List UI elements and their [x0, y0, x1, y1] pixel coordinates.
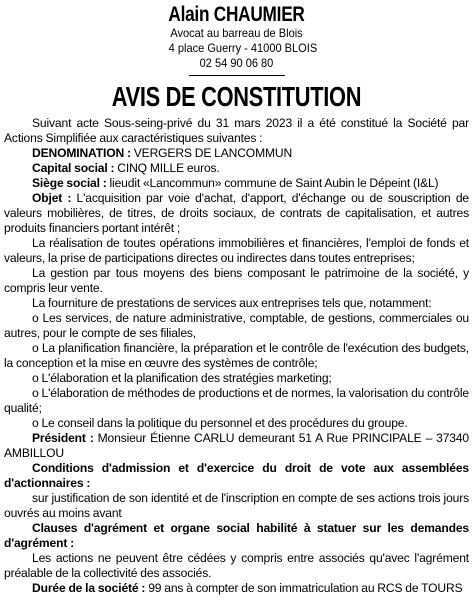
president-line: Président : Monsieur Étienne CARLU demeurant 51 A Rue PRINCIPALE – 37340 AMBILLOU — [4, 431, 469, 460]
address-line-2: 4 place Guerry - 41000 BLOIS — [168, 41, 318, 55]
objet-paragraph: o L'élaboration de méthodes de productions et de normes, la valorisation du contrôle qualité; — [4, 386, 469, 415]
objet-paragraph: La gestion par tous moyens des biens composant le patrimoine de la société, y compris leur vente. — [4, 266, 469, 295]
phone-number: 02 54 90 06 80 — [199, 56, 274, 70]
admission-heading: Conditions d'admission et d'exercice du droit de vote aux assemblées d'actionnaires : — [4, 461, 469, 490]
address-line-1: Avocat au barreau de Blois — [170, 26, 303, 40]
objet-paragraph: La fourniture de prestations de services aux entreprises tels que, notamment: — [32, 296, 432, 310]
objet-paragraph: o Le conseil dans la politique du personnel et des procédures du groupe. — [32, 416, 408, 430]
agrement-heading: Clauses d'agrément et organe social habilité à statuer sur les demandes d'agrément : — [4, 521, 469, 550]
notice-body — [4, 116, 469, 596]
agrement-text: Les actions ne peuvent être cédées y compris entre associés qu'avec l'agrément préalable de la collectivité des associés. — [4, 551, 469, 580]
notice-title: AVIS DE CONSTITUTION — [111, 81, 362, 112]
denomination-line: DENOMINATION : VERGERS DE LANCOMMUN — [32, 146, 293, 160]
header-divider — [189, 75, 285, 76]
lawyer-address — [23, 26, 451, 71]
objet-paragraph: o La planification financière, la préparation et le contrôle de l'exécution des budgets, la conception et la mise en œuvre des systèmes de contrôle; — [4, 341, 469, 370]
siege-line: Siège social : lieudit «Lancommun» commune de Saint Aubin le Dépeint (I&L) — [32, 176, 439, 190]
objet-line: Objet : L'acquisition par voie d'achat, d'apport, d'échange ou de souscription de valeurs mobilières, de titres, de droits sociaux, de contrats de capitalisation, et autres produits financiers portant intérêt ; — [4, 191, 469, 235]
objet-paragraph: La réalisation de toutes opérations immobilières et financières, l'emploi de fonds et valeurs, la prise de participations directes ou indirectes dans toutes entreprises; — [4, 236, 469, 265]
capital-line: Capital social : CINQ MILLE euros. — [32, 161, 220, 175]
author-name: Alain CHAUMIER — [168, 3, 305, 26]
objet-paragraph: o Les services, de nature administrative, comptable, de gestions, commerciales ou autres, pour le compte de ses filiales, — [4, 311, 469, 340]
lawyer-header — [4, 4, 469, 76]
intro-paragraph: Suivant acte Sous-seing-privé du 31 mars 2023 il a été constitué la Société par Actions Simplifiée aux caractéristiques suivantes : — [4, 116, 469, 145]
objet-paragraph: o L'élaboration et la planification des stratégies marketing; — [32, 371, 332, 385]
admission-text: sur justification de son identité et de l'inscription en compte de ses actions trois jours ouvrés au moins avant — [4, 491, 469, 520]
duree-line: Durée de la société : 99 ans à compter de son immatriculation au RCS de TOURS — [32, 581, 463, 595]
